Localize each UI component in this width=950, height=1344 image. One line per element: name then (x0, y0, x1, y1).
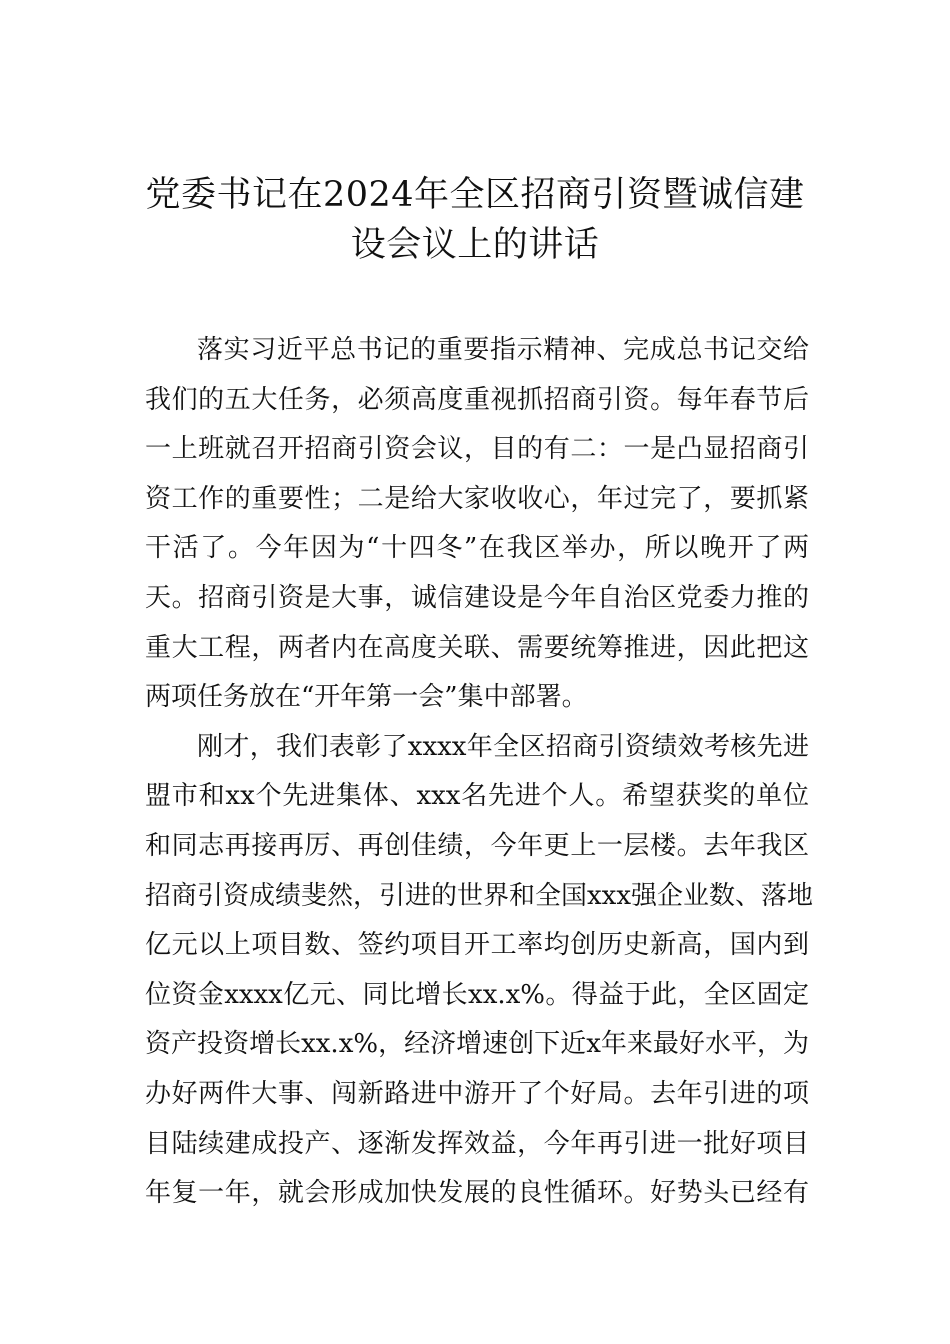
paragraph-line: 办好两件大事、闯新路进中游开了个好局。去年引进的项 (145, 1078, 809, 1109)
paragraph-2 (145, 723, 813, 1219)
paragraph-line: 落实习近平总书记的重要指示精神、完成总书记交给 (197, 335, 809, 365)
paragraph-line: 天。招商引资是大事，诚信建设是今年自治区党委力推的 (145, 582, 809, 613)
paragraph-line: 目陆续建成投产、逐渐发挥效益，今年再引进一批好项目 (145, 1128, 809, 1159)
paragraph-line: 资工作的重要性；二是给大家收收心，年过完了，要抓紧 (145, 483, 809, 514)
paragraph-1 (145, 326, 809, 723)
paragraph-line: 盟市和xx个先进集体、xxx名先进个人。希望获奖的单位 (145, 781, 809, 812)
paragraph-line: 位资金xxxx亿元、同比增长xx.x%。得益于此，全区固定 (145, 979, 809, 1010)
paragraph-line: 亿元以上项目数、签约项目开工率均创历史新高，国内到 (145, 930, 809, 961)
paragraph-line: 年复一年，就会形成加快发展的良性循环。好势头已经有 (145, 1178, 809, 1209)
paragraph-line: 资产投资增长xx.x%，经济增速创下近x年来最好水平，为 (145, 1029, 809, 1060)
document-body (145, 326, 813, 1219)
title-line: 党委书记在2024年全区招商引资暨诚信建 (145, 175, 805, 215)
paragraph-line: 一上班就召开招商引资会议，目的有二：一是凸显招商引 (145, 434, 809, 465)
paragraph-line: 刚才，我们表彰了xxxx年全区招商引资绩效考核先进 (197, 731, 809, 762)
paragraph-line: 重大工程，两者内在高度关联、需要统筹推进，因此把这 (145, 632, 809, 663)
paragraph-line: 和同志再接再厉、再创佳绩，今年更上一层楼。去年我区 (145, 830, 809, 861)
paragraph-line: 招商引资成绩斐然，引进的世界和全国xxx强企业数、落地 (145, 880, 813, 911)
paragraph-line: 我们的五大任务，必须高度重视抓招商引资。每年春节后 (145, 384, 809, 415)
document-title (140, 170, 810, 270)
paragraph-line: 干活了。今年因为“十四冬”在我区举办，所以晚开了两 (145, 533, 809, 564)
paragraph-line: 两项任务放在“开年第一会”集中部署。 (145, 682, 588, 713)
title-line: 设会议上的讲话 (350, 225, 600, 265)
